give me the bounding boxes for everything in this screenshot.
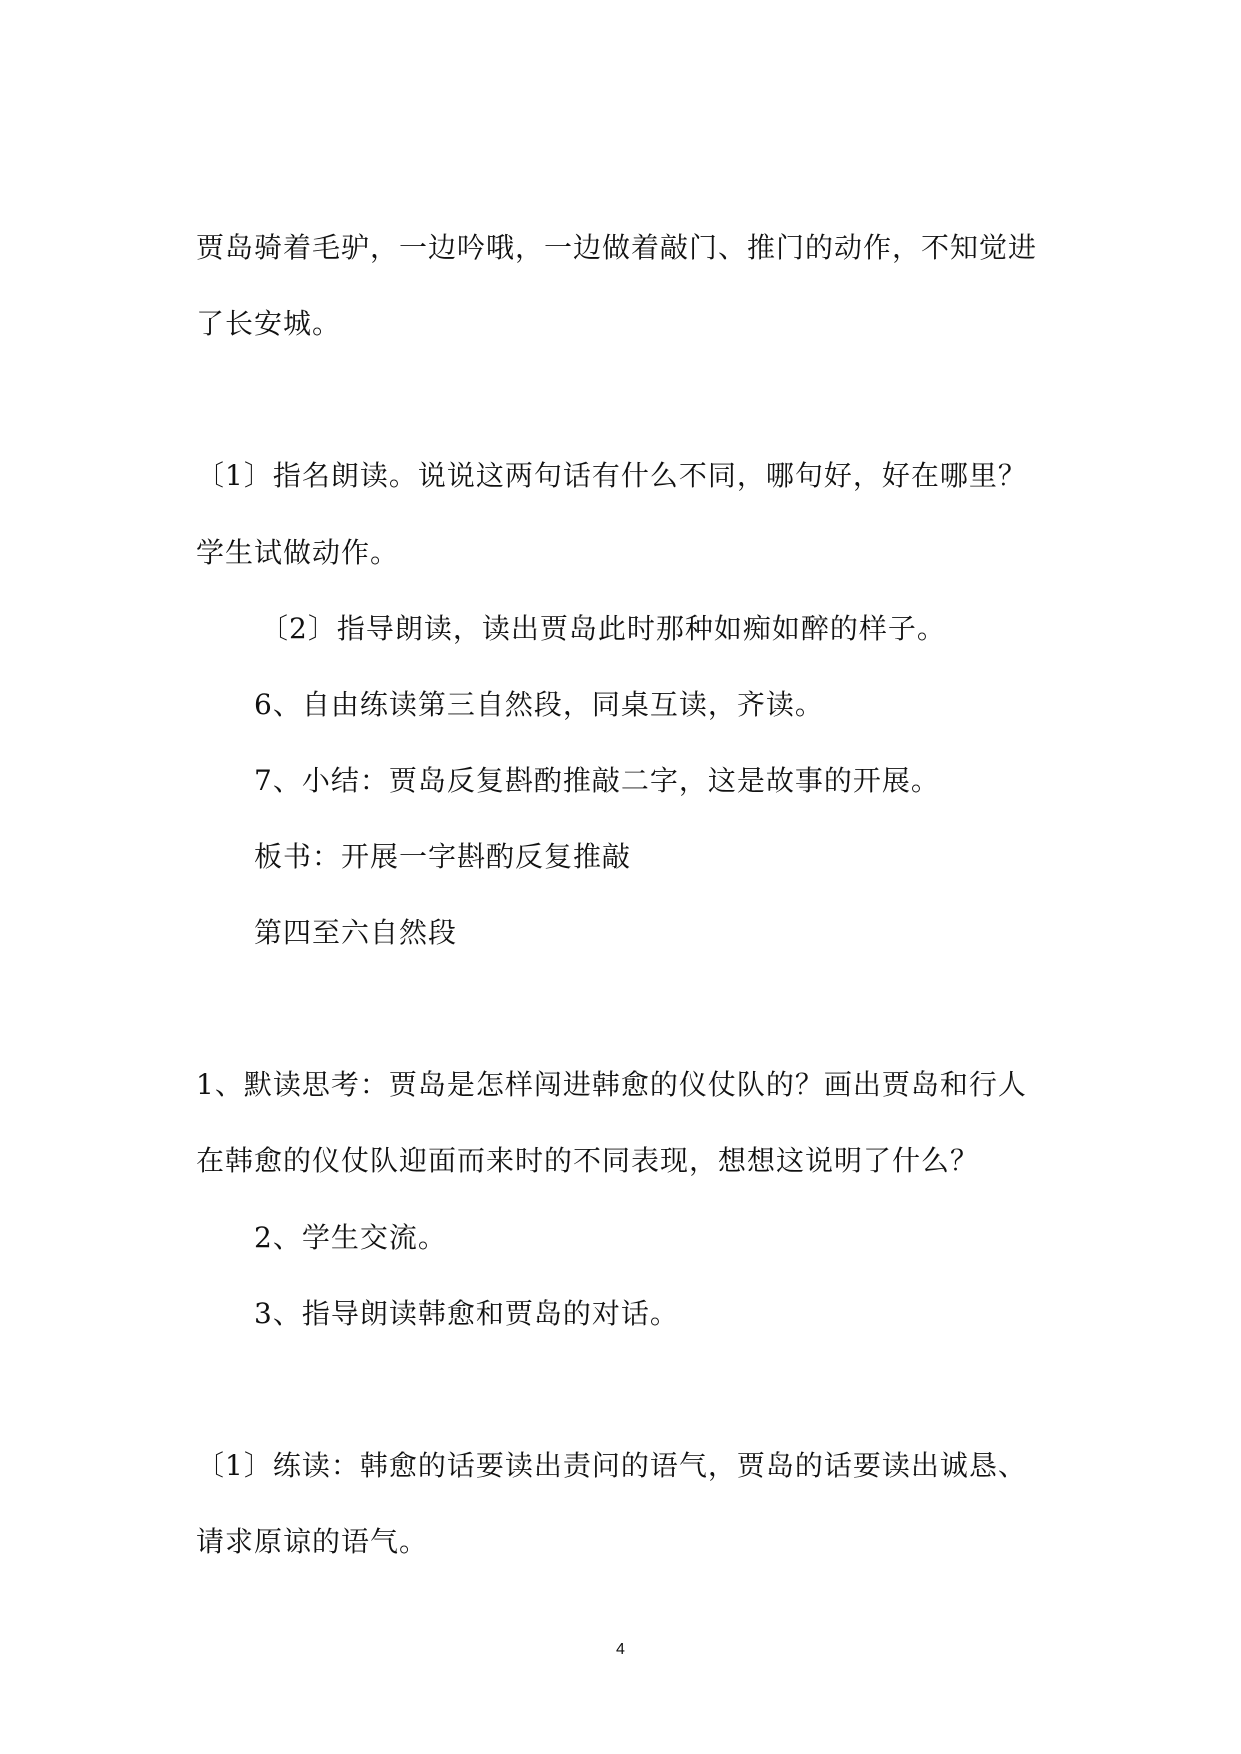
text-line: 板书：开展一字斟酌反复推敲 [254,840,632,873]
text-line: 〔1〕练读：韩愈的话要读出责问的语气，贾岛的话要读出诚恳、 [196,1449,1027,1482]
text-line: 3、指导朗读韩愈和贾岛的对话。 [254,1297,679,1330]
text-line: 第四至六自然段 [254,916,458,949]
text-line: 1、默读思考：贾岛是怎样闯进韩愈的仪仗队的？画出贾岛和行人 [196,1068,1027,1101]
text-line: 6、自由练读第三自然段，同桌互读，齐读。 [254,688,824,721]
text-line: 2、学生交流。 [254,1221,447,1254]
text-line: 在韩愈的仪仗队迎面而来时的不同表现，想想这说明了什么？ [196,1144,980,1177]
text-line: 〔1〕指名朗读。说说这两句话有什么不同，哪句好，好在哪里？ [196,459,1027,492]
text-line: 7、小结：贾岛反复斟酌推敲二字，这是故事的开展。 [254,764,940,797]
text-line: 学生试做动作。 [196,536,400,569]
text-line: 了长安城。 [196,307,342,340]
text-line: 贾岛骑着毛驴，一边吟哦，一边做着敲门、推门的动作，不知觉进 [196,231,1038,264]
text-line: 请求原谅的语气。 [196,1525,429,1558]
text-line: 〔2〕指导朗读，读出贾岛此时那种如痴如醉的样子。 [260,612,946,645]
page-number: 4 [616,1641,625,1658]
